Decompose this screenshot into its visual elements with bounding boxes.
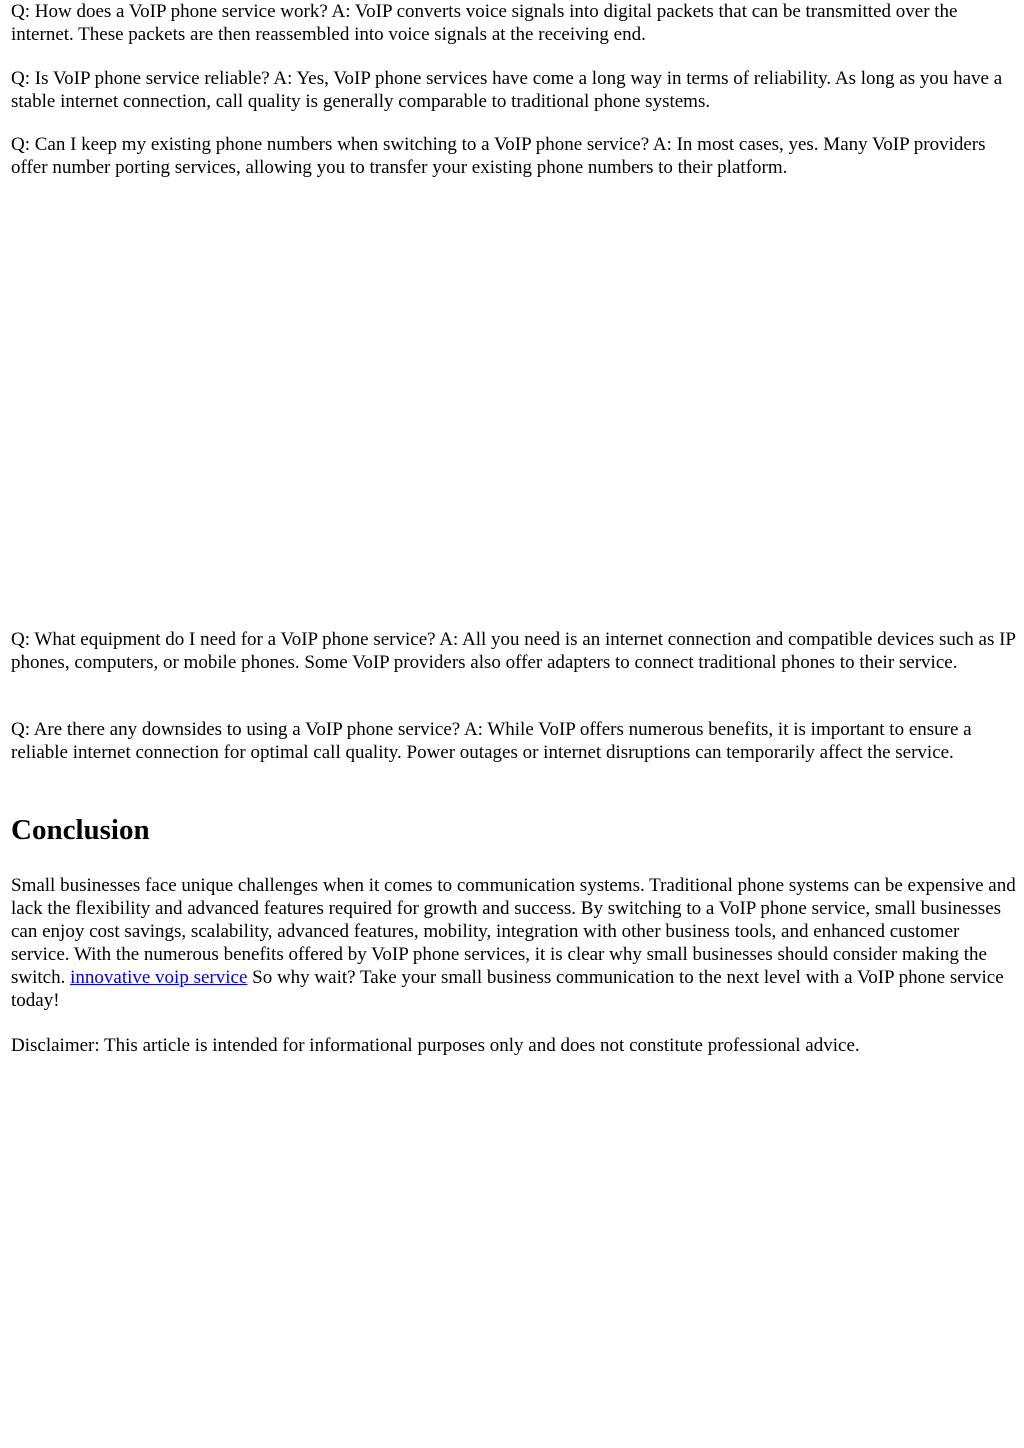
conclusion-heading: Conclusion	[11, 814, 150, 846]
faq-question: Q: Is VoIP phone service reliable?	[11, 68, 270, 89]
faq-answer: A: While VoIP offers numerous benefits, it is important to ensure a reliable internet connection for optimal call quality. Power outages or internet disruptions can temporarily affect the service.	[11, 719, 972, 763]
conclusion-text-before-link: Small businesses face unique challenges when it comes to communication systems. Traditional phone systems can be expensive and lack the flexibility and advanced features required for growth and success. By switching to a VoIP phone service, small businesses can enjoy cost savings, scalability, advanced features, mobility, integration with other business tools, and enhanced customer service. With the numerous benefits offered by VoIP phone services, it is clear why small businesses should consider making the switch.	[11, 875, 1016, 988]
faq-answer: A: Yes, VoIP phone services have come a long way in terms of reliability. As long as you have a stable internet connection, call quality is generally comparable to traditional phone systems.	[11, 68, 1003, 112]
faq-question: Q: Can I keep my existing phone numbers when switching to a VoIP phone service?	[11, 134, 650, 155]
conclusion-paragraph	[11, 874, 1019, 1012]
faq-question: Q: Are there any downsides to using a VoIP phone service?	[11, 719, 461, 740]
faq-paragraph	[11, 67, 1019, 113]
faq-answer: A: VoIP converts voice signals into digital packets that can be transmitted over the internet. These packets are then reassembled into voice signals at the receiving end.	[11, 1, 958, 45]
faq-question: Q: How does a VoIP phone service work?	[11, 1, 328, 22]
conclusion-heading-block	[11, 813, 1019, 847]
faq-answer: A: In most cases, yes. Many VoIP providers offer number porting services, allowing you to transfer your existing phone numbers to their platform.	[11, 134, 986, 178]
faq-paragraph	[11, 628, 1019, 674]
conclusion-body-block	[11, 874, 1019, 1012]
innovative-voip-service-link[interactable]: innovative voip service	[70, 967, 248, 988]
faq-paragraph	[11, 133, 1019, 179]
faq-question: Q: What equipment do I need for a VoIP phone service?	[11, 629, 436, 650]
conclusion-text-after-link: So why wait? Take your small business communication to the next level with a VoIP phone service today!	[11, 967, 1004, 1011]
faq-answer: A: All you need is an internet connection and compatible devices such as IP phones, computers, or mobile phones. Some VoIP providers also offer adapters to connect traditional phones to their service.	[11, 629, 1016, 673]
faq-item	[11, 718, 1019, 764]
disclaimer-text: Disclaimer: This article is intended for informational purposes only and does not constitute professional advice.	[11, 1035, 860, 1056]
faq-item	[11, 0, 1019, 46]
faq-paragraph	[11, 718, 1019, 764]
disclaimer-block	[11, 1034, 1019, 1057]
faq-paragraph	[11, 0, 1019, 46]
faq-item	[11, 67, 1019, 113]
faq-item	[11, 628, 1019, 674]
faq-item	[11, 133, 1019, 179]
